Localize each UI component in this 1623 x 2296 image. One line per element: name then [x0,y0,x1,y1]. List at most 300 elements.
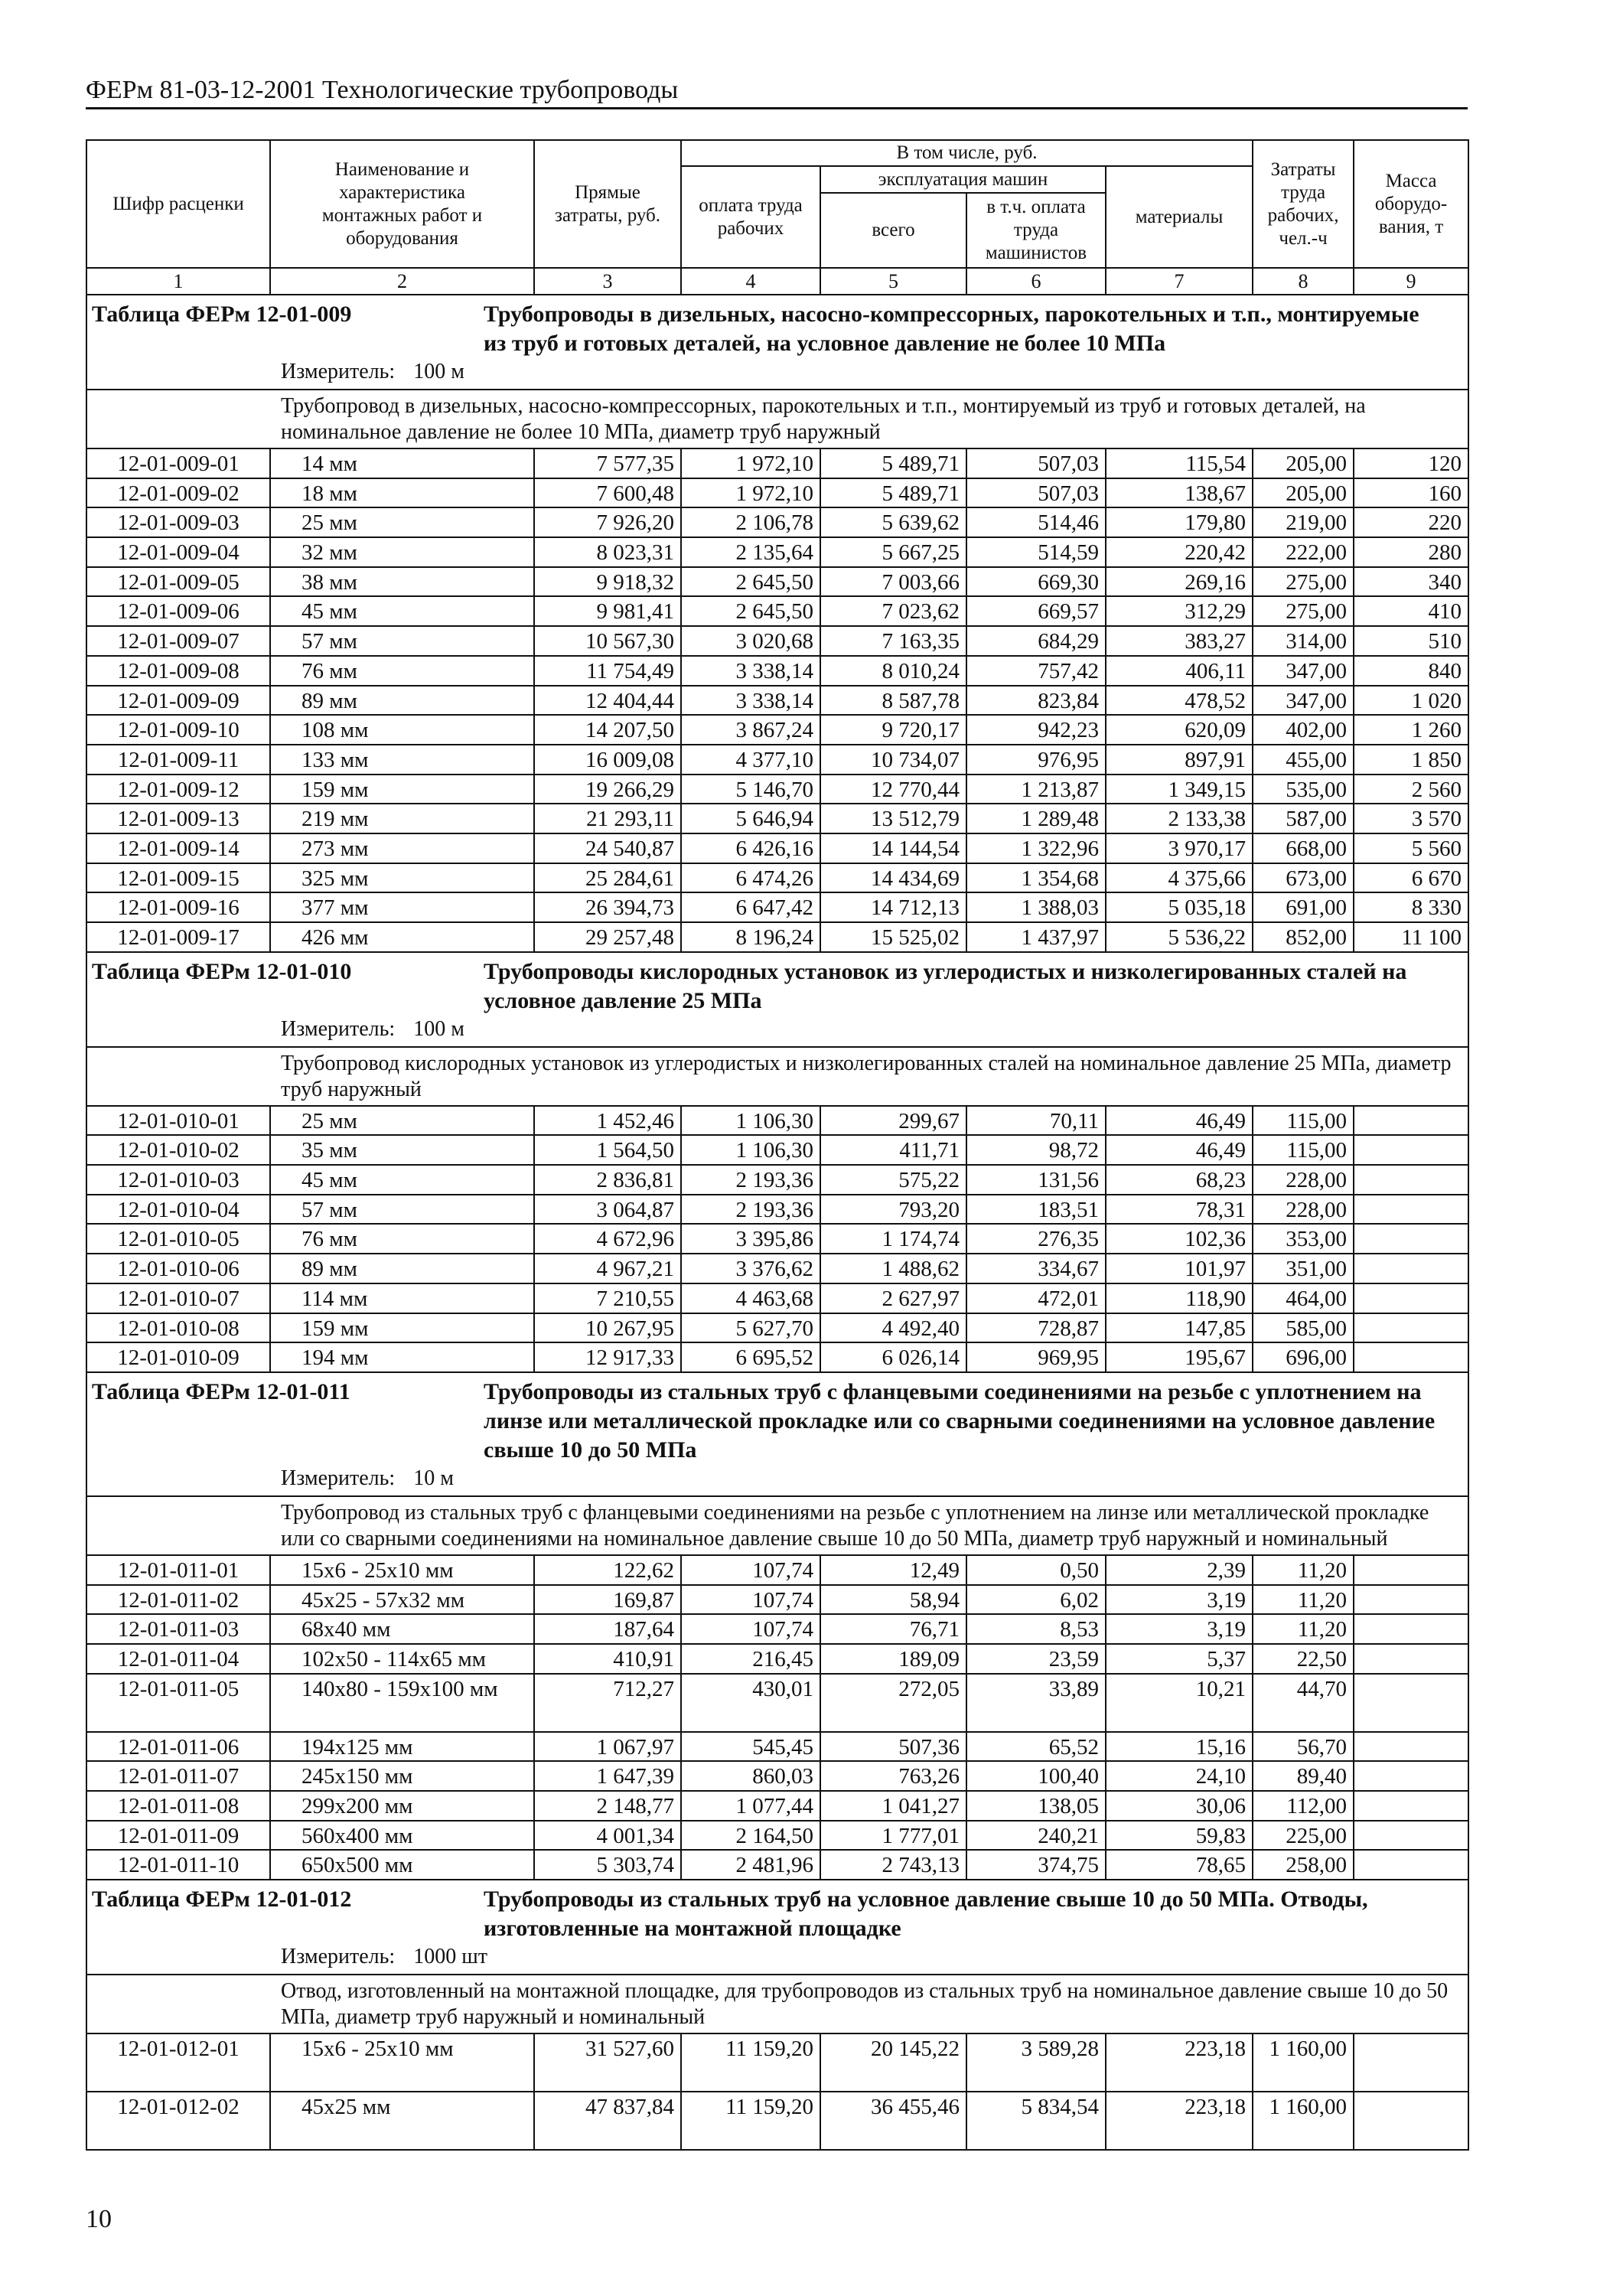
section-description: Трубопровод кислородных установок из углеродистых и низколегированных сталей на номинальное давление 25 МПа, диаметр труб наружный [86,1047,1468,1106]
cell-direct-costs: 2 836,81 [534,1165,681,1195]
cell-machines-total: 1 041,27 [820,1791,966,1821]
cell-work-name: 57 мм [270,626,534,656]
section-table-title: Трубопроводы кислородных установок из углеродистых и низколегированных сталей на условное давление 25 МПа [484,958,1407,1013]
col-number: 9 [1354,268,1468,295]
cell-materials: 3,19 [1106,1614,1253,1644]
col-number: 5 [820,268,966,295]
cell-rate-code: 12-01-010-08 [86,1313,270,1343]
cell-equipment-mass: 6 670 [1354,863,1468,893]
cell-machines-total: 2 627,97 [820,1283,966,1313]
table-row [86,1313,1468,1343]
cell-work-name: 76 мм [270,1224,534,1254]
cell-direct-costs: 5 303,74 [534,1850,681,1880]
cell-labor-pay: 2 193,36 [681,1165,820,1195]
cell-work-name: 45x25 мм [270,2092,534,2150]
cell-labor-hours: 112,00 [1253,1791,1354,1821]
cell-work-name: 102x50 - 114x65 мм [270,1644,534,1674]
header-machines-total: всего [820,193,966,268]
cell-materials: 138,67 [1106,478,1253,508]
cell-machines-labor-pay: 1 213,87 [966,775,1106,804]
cell-rate-code: 12-01-010-09 [86,1342,270,1372]
cell-machines-labor-pay: 1 289,48 [966,804,1106,833]
cell-machines-labor-pay: 1 437,97 [966,922,1106,952]
table-row [86,626,1468,656]
table-row [86,1342,1468,1372]
price-table [86,139,1469,2151]
cell-labor-pay: 6 474,26 [681,863,820,893]
cell-labor-pay: 2 135,64 [681,537,820,567]
cell-machines-labor-pay: 276,35 [966,1224,1106,1254]
cell-direct-costs: 1 067,97 [534,1732,681,1762]
cell-materials: 118,90 [1106,1283,1253,1313]
table-row [86,2033,1468,2092]
cell-machines-total: 8 587,78 [820,686,966,716]
cell-direct-costs: 8 023,31 [534,537,681,567]
cell-labor-hours: 225,00 [1253,1821,1354,1851]
cell-machines-total: 58,94 [820,1585,966,1615]
cell-machines-labor-pay: 3 589,28 [966,2033,1106,2092]
cell-machines-total: 2 743,13 [820,1850,966,1880]
table-row [86,1135,1468,1165]
cell-labor-pay: 1 106,30 [681,1106,820,1136]
cell-direct-costs: 29 257,48 [534,922,681,952]
cell-materials: 68,23 [1106,1165,1253,1195]
meter-label: Измеритель: [281,1466,396,1490]
table-row [86,1165,1468,1195]
cell-materials: 220,42 [1106,537,1253,567]
cell-work-name: 89 мм [270,686,534,716]
cell-machines-labor-pay: 514,46 [966,507,1106,537]
cell-work-name: 32 мм [270,537,534,567]
table-row [86,775,1468,804]
cell-machines-total: 5 667,25 [820,537,966,567]
table-row [86,686,1468,716]
cell-labor-hours: 228,00 [1253,1165,1354,1195]
cell-direct-costs: 10 267,95 [534,1313,681,1343]
cell-machines-labor-pay: 942,23 [966,715,1106,745]
cell-work-name: 194x125 мм [270,1732,534,1762]
table-row [86,2092,1468,2150]
cell-machines-labor-pay: 1 388,03 [966,892,1106,922]
cell-labor-pay: 8 196,24 [681,922,820,952]
cell-machines-total: 299,67 [820,1106,966,1136]
header-machines-labor: в т.ч. оплата труда машинистов [966,193,1106,268]
cell-work-name: 45 мм [270,1165,534,1195]
table-row [86,537,1468,567]
header-mass: Масса оборудо-вания, т [1354,140,1468,268]
cell-equipment-mass [1354,1135,1468,1165]
cell-direct-costs: 3 064,87 [534,1195,681,1225]
section-description-row [86,1047,1468,1106]
cell-equipment-mass [1354,2092,1468,2150]
cell-machines-total: 6 026,14 [820,1342,966,1372]
cell-materials: 2 133,38 [1106,804,1253,833]
section-description-row [86,1496,1468,1555]
section-meter [87,1943,1468,1974]
cell-rate-code: 12-01-009-01 [86,448,270,478]
cell-work-name: 18 мм [270,478,534,508]
section-title-cell [86,295,1468,390]
cell-labor-pay: 2 481,96 [681,1850,820,1880]
cell-labor-pay: 3 395,86 [681,1224,820,1254]
cell-direct-costs: 122,62 [534,1555,681,1585]
cell-materials: 147,85 [1106,1313,1253,1343]
header-name: Наименование и характеристика монтажных работ и оборудования [270,140,534,268]
cell-direct-costs: 14 207,50 [534,715,681,745]
cell-rate-code: 12-01-010-02 [86,1135,270,1165]
cell-rate-code: 12-01-010-06 [86,1254,270,1283]
section-title-block [86,1880,1468,1975]
section-title-inner [87,953,1468,1046]
cell-labor-pay: 545,45 [681,1732,820,1762]
table-row [86,1614,1468,1644]
col-number: 4 [681,268,820,295]
cell-rate-code: 12-01-009-09 [86,686,270,716]
cell-work-name: 38 мм [270,567,534,597]
cell-work-name: 25 мм [270,1106,534,1136]
cell-machines-total: 12,49 [820,1555,966,1585]
cell-rate-code: 12-01-010-03 [86,1165,270,1195]
cell-labor-hours: 11,20 [1253,1555,1354,1585]
cell-work-name: 45 мм [270,596,534,626]
cell-direct-costs: 7 210,55 [534,1283,681,1313]
cell-equipment-mass [1354,1342,1468,1372]
section-table-title: Трубопроводы из стальных труб на условное давление свыше 10 до 50 МПа. Отводы, изготовленные на монтажной площадке [484,1887,1368,1942]
cell-equipment-mass [1354,1555,1468,1585]
running-header: ФЕРм 81-03-12-2001 Технологические трубопроводы [86,75,1468,109]
cell-work-name: 377 мм [270,892,534,922]
cell-materials: 223,18 [1106,2033,1253,2092]
cell-equipment-mass [1354,1850,1468,1880]
cell-labor-hours: 464,00 [1253,1283,1354,1313]
cell-labor-hours: 455,00 [1253,745,1354,775]
section-meter [87,1465,1468,1495]
cell-equipment-mass: 220 [1354,507,1468,537]
cell-labor-pay: 4 377,10 [681,745,820,775]
cell-labor-pay: 3 020,68 [681,626,820,656]
cell-machines-labor-pay: 0,50 [966,1555,1106,1585]
cell-rate-code: 12-01-009-04 [86,537,270,567]
cell-materials: 406,11 [1106,656,1253,686]
section-description-row [86,1975,1468,2033]
header-materials: материалы [1106,166,1253,268]
cell-work-name: 140x80 - 159x100 мм [270,1674,534,1732]
meter-value: 100 м [413,1016,464,1041]
cell-rate-code: 12-01-009-11 [86,745,270,775]
cell-labor-pay: 2 645,50 [681,596,820,626]
cell-work-name: 108 мм [270,715,534,745]
cell-machines-total: 76,71 [820,1614,966,1644]
cell-equipment-mass [1354,1283,1468,1313]
table-row [86,715,1468,745]
cell-machines-total: 5 489,71 [820,448,966,478]
cell-work-name: 299x200 мм [270,1791,534,1821]
cell-labor-pay: 1 972,10 [681,448,820,478]
cell-rate-code: 12-01-011-05 [86,1674,270,1732]
table-row [86,1283,1468,1313]
cell-equipment-mass: 8 330 [1354,892,1468,922]
section-description: Трубопровод в дизельных, насосно-компрессорных, парокотельных и т.п., монтируемый из труб и готовых деталей, на номинальное давление не более 10 МПа, диаметр труб наружный [86,390,1468,448]
table-row [86,804,1468,833]
cell-equipment-mass: 280 [1354,537,1468,567]
cell-work-name: 159 мм [270,1313,534,1343]
table-row [86,1821,1468,1851]
cell-direct-costs: 9 918,32 [534,567,681,597]
cell-machines-labor-pay: 976,95 [966,745,1106,775]
section-table-title: Трубопроводы из стальных труб с фланцевыми соединениями на резьбе с уплотнением на линзе или металлической прокладке или со сварными соединениями на условное давление свыше 10 до 50 МПа [484,1378,1436,1463]
cell-labor-pay: 6 695,52 [681,1342,820,1372]
cell-materials: 3 970,17 [1106,833,1253,863]
cell-work-name: 89 мм [270,1254,534,1283]
cell-direct-costs: 4 001,34 [534,1821,681,1851]
cell-labor-pay: 4 463,68 [681,1283,820,1313]
cell-rate-code: 12-01-011-06 [86,1732,270,1762]
cell-machines-total: 1 777,01 [820,1821,966,1851]
cell-machines-total: 1 488,62 [820,1254,966,1283]
cell-machines-labor-pay: 183,51 [966,1195,1106,1225]
cell-machines-labor-pay: 65,52 [966,1732,1106,1762]
cell-labor-hours: 56,70 [1253,1732,1354,1762]
meter-value: 1000 шт [413,1945,487,1969]
cell-equipment-mass: 2 560 [1354,775,1468,804]
cell-machines-labor-pay: 70,11 [966,1106,1106,1136]
cell-machines-total: 4 492,40 [820,1313,966,1343]
cell-labor-pay: 430,01 [681,1674,820,1732]
cell-machines-total: 763,26 [820,1761,966,1791]
cell-machines-labor-pay: 507,03 [966,448,1106,478]
cell-rate-code: 12-01-012-02 [86,2092,270,2150]
cell-materials: 5,37 [1106,1644,1253,1674]
cell-equipment-mass [1354,1791,1468,1821]
cell-equipment-mass: 1 020 [1354,686,1468,716]
cell-labor-hours: 22,50 [1253,1644,1354,1674]
cell-machines-total: 5 639,62 [820,507,966,537]
table-row [86,1850,1468,1880]
cell-labor-pay: 6 647,42 [681,892,820,922]
cell-machines-total: 14 712,13 [820,892,966,922]
cell-materials: 15,16 [1106,1732,1253,1762]
table-row [86,863,1468,893]
cell-machines-labor-pay: 6,02 [966,1585,1106,1615]
header-including: В том числе, руб. [681,140,1253,166]
cell-direct-costs: 19 266,29 [534,775,681,804]
section-title-cell [86,1372,1468,1496]
cell-direct-costs: 25 284,61 [534,863,681,893]
cell-rate-code: 12-01-010-01 [86,1106,270,1136]
meter-value: 100 м [413,360,464,383]
col-number: 6 [966,268,1106,295]
cell-equipment-mass [1354,1674,1468,1732]
table-row [86,1732,1468,1762]
cell-materials: 24,10 [1106,1761,1253,1791]
cell-direct-costs: 24 540,87 [534,833,681,863]
cell-rate-code: 12-01-009-13 [86,804,270,833]
cell-rate-code: 12-01-009-12 [86,775,270,804]
cell-labor-hours: 347,00 [1253,656,1354,686]
cell-equipment-mass: 410 [1354,596,1468,626]
table-row [86,656,1468,686]
table-row [86,922,1468,952]
cell-labor-hours: 258,00 [1253,1850,1354,1880]
cell-work-name: 194 мм [270,1342,534,1372]
cell-machines-labor-pay: 757,42 [966,656,1106,686]
cell-equipment-mass [1354,1732,1468,1762]
cell-materials: 3,19 [1106,1585,1253,1615]
cell-work-name: 45x25 - 57x32 мм [270,1585,534,1615]
cell-materials: 269,16 [1106,567,1253,597]
cell-materials: 383,27 [1106,626,1253,656]
cell-labor-pay: 1 972,10 [681,478,820,508]
table-row [86,1791,1468,1821]
cell-rate-code: 12-01-011-03 [86,1614,270,1644]
cell-direct-costs: 1 564,50 [534,1135,681,1165]
cell-labor-pay: 2 164,50 [681,1821,820,1851]
cell-rate-code: 12-01-011-04 [86,1644,270,1674]
cell-materials: 5 035,18 [1106,892,1253,922]
cell-labor-hours: 89,40 [1253,1761,1354,1791]
cell-direct-costs: 410,91 [534,1644,681,1674]
cell-direct-costs: 2 148,77 [534,1791,681,1821]
section-meter [87,1016,1468,1046]
cell-materials: 5 536,22 [1106,922,1253,952]
cell-rate-code: 12-01-009-16 [86,892,270,922]
col-number: 8 [1253,268,1354,295]
cell-direct-costs: 7 577,35 [534,448,681,478]
section-table-title: Трубопроводы в дизельных, насосно-компрессорных, парокотельных и т.п., монтируемые из труб и готовых деталей, на условное давление не более 10 МПа [484,302,1419,356]
section-title-inner [87,1373,1468,1495]
cell-materials: 101,97 [1106,1254,1253,1283]
cell-materials: 30,06 [1106,1791,1253,1821]
section-title-block [86,1372,1468,1496]
cell-labor-pay: 6 426,16 [681,833,820,863]
cell-direct-costs: 11 754,49 [534,656,681,686]
cell-rate-code: 12-01-011-07 [86,1761,270,1791]
cell-materials: 195,67 [1106,1342,1253,1372]
cell-equipment-mass [1354,1614,1468,1644]
section-title-inner [87,295,1468,389]
cell-machines-total: 15 525,02 [820,922,966,952]
cell-labor-hours: 222,00 [1253,537,1354,567]
cell-labor-hours: 228,00 [1253,1195,1354,1225]
cell-direct-costs: 1 647,39 [534,1761,681,1791]
cell-labor-pay: 107,74 [681,1555,820,1585]
cell-labor-pay: 3 338,14 [681,686,820,716]
cell-materials: 78,31 [1106,1195,1253,1225]
cell-labor-hours: 275,00 [1253,596,1354,626]
cell-rate-code: 12-01-011-10 [86,1850,270,1880]
cell-work-name: 650x500 мм [270,1850,534,1880]
cell-rate-code: 12-01-009-06 [86,596,270,626]
cell-machines-labor-pay: 669,30 [966,567,1106,597]
cell-equipment-mass: 1 850 [1354,745,1468,775]
cell-labor-pay: 107,74 [681,1614,820,1644]
cell-machines-labor-pay: 23,59 [966,1644,1106,1674]
cell-machines-total: 1 174,74 [820,1224,966,1254]
cell-equipment-mass [1354,1821,1468,1851]
cell-direct-costs: 4 672,96 [534,1224,681,1254]
cell-work-name: 25 мм [270,507,534,537]
cell-rate-code: 12-01-009-03 [86,507,270,537]
cell-labor-pay: 3 338,14 [681,656,820,686]
cell-materials: 897,91 [1106,745,1253,775]
cell-labor-hours: 44,70 [1253,1674,1354,1732]
cell-direct-costs: 26 394,73 [534,892,681,922]
table-row [86,507,1468,537]
cell-machines-labor-pay: 507,03 [966,478,1106,508]
cell-materials: 1 349,15 [1106,775,1253,804]
cell-equipment-mass: 3 570 [1354,804,1468,833]
cell-labor-hours: 402,00 [1253,715,1354,745]
cell-machines-total: 575,22 [820,1165,966,1195]
cell-labor-hours: 852,00 [1253,922,1354,952]
cell-labor-pay: 5 646,94 [681,804,820,833]
cell-rate-code: 12-01-011-08 [86,1791,270,1821]
header-machines: эксплуатация машин [820,166,1106,193]
cell-machines-total: 411,71 [820,1135,966,1165]
cell-machines-total: 20 145,22 [820,2033,966,2092]
cell-direct-costs: 712,27 [534,1674,681,1732]
cell-machines-total: 36 455,46 [820,2092,966,2150]
cell-machines-labor-pay: 98,72 [966,1135,1106,1165]
cell-labor-hours: 347,00 [1253,686,1354,716]
table-row [86,833,1468,863]
cell-work-name: 14 мм [270,448,534,478]
cell-machines-total: 793,20 [820,1195,966,1225]
cell-labor-hours: 314,00 [1253,626,1354,656]
cell-equipment-mass: 120 [1354,448,1468,478]
cell-materials: 312,29 [1106,596,1253,626]
cell-equipment-mass [1354,1313,1468,1343]
cell-work-name: 159 мм [270,775,534,804]
table-body [86,295,1468,2150]
cell-machines-labor-pay: 33,89 [966,1674,1106,1732]
cell-machines-total: 7 023,62 [820,596,966,626]
cell-equipment-mass [1354,1761,1468,1791]
cell-work-name: 68x40 мм [270,1614,534,1644]
table-row [86,1555,1468,1585]
cell-rate-code: 12-01-010-05 [86,1224,270,1254]
cell-work-name: 273 мм [270,833,534,863]
cell-labor-hours: 115,00 [1253,1135,1354,1165]
cell-labor-pay: 107,74 [681,1585,820,1615]
cell-work-name: 35 мм [270,1135,534,1165]
table-row [86,1585,1468,1615]
table-row [86,892,1468,922]
cell-work-name: 245x150 мм [270,1761,534,1791]
cell-rate-code: 12-01-009-07 [86,626,270,656]
cell-rate-code: 12-01-009-15 [86,863,270,893]
header-labor-hours: Затраты труда рабочих, чел.-ч [1253,140,1354,268]
cell-equipment-mass [1354,1195,1468,1225]
section-table-label: Таблица ФЕРм 12-01-012 [92,1887,352,1913]
cell-materials: 620,09 [1106,715,1253,745]
table-row [86,448,1468,478]
cell-labor-hours: 353,00 [1253,1224,1354,1254]
cell-work-name: 15x6 - 25x10 мм [270,2033,534,2092]
cell-machines-total: 8 010,24 [820,656,966,686]
cell-equipment-mass [1354,1165,1468,1195]
table-row [86,596,1468,626]
cell-direct-costs: 7 926,20 [534,507,681,537]
table-row [86,1761,1468,1791]
cell-labor-hours: 351,00 [1253,1254,1354,1283]
cell-labor-hours: 11,20 [1253,1585,1354,1615]
cell-machines-labor-pay: 8,53 [966,1614,1106,1644]
cell-machines-labor-pay: 684,29 [966,626,1106,656]
cell-rate-code: 12-01-011-01 [86,1555,270,1585]
cell-equipment-mass [1354,2033,1468,2092]
cell-machines-labor-pay: 728,87 [966,1313,1106,1343]
